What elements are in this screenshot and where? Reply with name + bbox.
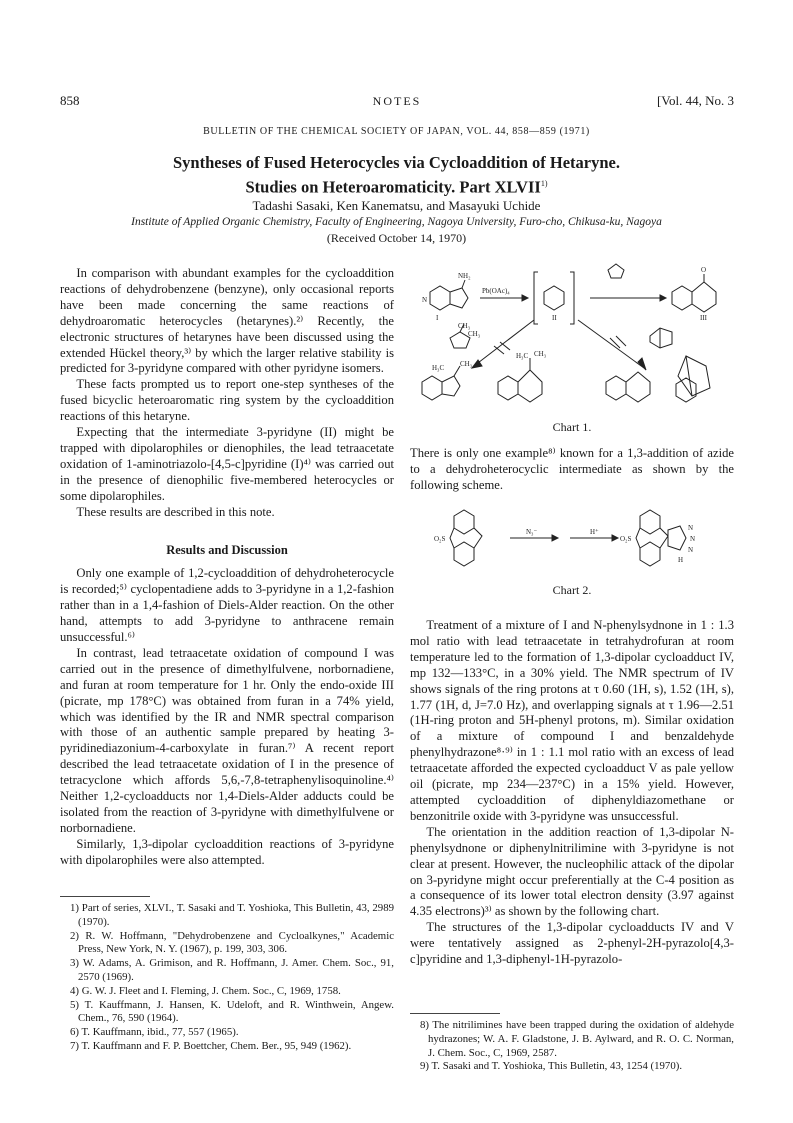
title-footnote-ref: 1) [540,179,548,188]
section-label: NOTES [372,94,422,108]
results-paragraph: Only one example of 1,2-cycloaddition of dehydroheterocycle is recorded;⁵⁾ cyclopentadiene adds to 3-pyridyne in a 1,2-fashion rather than in a 1,4-fashion of Diels-Alder reaction. On the other hand, attempts to add 3-pyridyne to anthracene remain unsuccessful.⁶⁾ [60,566,394,645]
journal-line: BULLETIN OF THE CHEMICAL SOCIETY OF JAPAN, VOL. 44, 858—859 (1971) [203,126,590,137]
label-ch3-b: CH₃ [468,330,481,338]
footnotes-left [60,902,394,1054]
intro-paragraph: Expecting that the intermediate 3-pyridyne (II) might be trapped with dipolarophiles or dienophiles, the lead tetraacetate oxidation of 1-aminotriazolo-[4,5-c]pyridine (I)⁴⁾ was carried out in the presence of dienophilic five-membered heterocycles or some dipolarophiles. [60,425,394,503]
label-n-1: N [688,524,694,532]
compound-iii-pyridine-ring [672,286,692,310]
footnote: 2) R. W. Hoffmann, "Dehydrobenzene and Cycloalkynes," Academic Press, New York, N. Y. (1967), p. 199, 303, 306. [70,929,394,956]
footnote: 8) The nitrilimines have been trapped during the oxidation of aldehyde hydrazones; W. A. F. Gladstone, J. B. Aylward, and R. O. C. Norman, J. Chem. Soc., C, 1969, 2587. [420,1019,734,1059]
label-h3c: H₃C [432,364,445,372]
label-o2s-product: O₂S [620,535,632,543]
running-header [60,93,734,111]
footnote: 4) G. W. J. Fleet and I. Fleming, J. Chem. Soc., C, 1969, 1758. [70,984,341,997]
label-reagent-azide: N₃⁻ [526,528,538,536]
label-oxygen: O [701,266,707,274]
footnote: 9) T. Sasaki and T. Yoshioka, This Bulletin, 43, 1254 (1970). [420,1060,683,1073]
chart-2-caption: Chart 2. [552,583,592,597]
footnote-divider [410,1013,500,1014]
title-line-2: Studies on Heteroaromaticity. Part XLVII$^{1)}$ [245,177,548,197]
label-h: H [678,556,684,564]
label-o2s: O₂S [434,535,446,543]
right-column [410,618,734,968]
footnotes-right [410,1019,734,1074]
compound-i-pyridine-ring [430,286,450,310]
label-nitrogen: N [422,296,428,304]
received-date: (Received October 14, 1970) [326,231,467,245]
footnote: 6) T. Kauffmann, ibid., 77, 557 (1965). [70,1026,239,1039]
label-h3c-2: H₃C [516,352,529,360]
label-compound-i: I [436,314,439,322]
chart-1-scheme [410,258,734,418]
label-compound-iii: III [700,314,707,322]
page-number: 858 [60,93,80,108]
intro-paragraph: These facts prompted us to report one-step syntheses of the fused bicyclic heteroaromatic ring system by the cycloaddition reactions of this hetaryne. [60,377,394,424]
label-ch3-c: CH₃ [460,360,473,368]
title-line-1: Syntheses of Fused Heterocycles via Cycloaddition of Hetaryne. [173,153,620,172]
furan-ring [608,264,624,278]
compound-i-triazole-ring [450,288,468,308]
pyridyne-ring [544,286,564,310]
intro-paragraph: In comparison with abundant examples for the cycloaddition reactions of dehydrobenzene (benzyne), only occasional reports have been made concerning the same reactions of dehydroaromatic heterocycles (hetarynes).²⁾ Recently, the electronic structures of hetarynes have been discussed using the extended Hückel theory,³⁾ by which the larger relative stability is predicted for 3-pyridyne compared with other pyridyne isomers. [60,266,394,376]
label-n-3: N [688,546,694,554]
label-reagent-acid: H⁺ [590,528,599,536]
chart-1-caption: Chart 1. [552,420,592,434]
results-paragraph: In contrast, lead tetraacetate oxidation of compound I was carried out in the presence of dimethylfulvene, norbornadiene, and furan at room temperature for 1 hr. Only the endo-oxide III (picrate, mp 178°C) was obtained from furan in a 74% yield, which was identified by the IR and NMR spectral comparison with those of an authentic sample prepared by heating 3-pyridinediazonium-4-carboxylate in furan.⁷⁾ A recent report described the lead tetraacetate oxidation of I in the presence of tetracyclone which affords 5,6,-7,8-tetraphenylisoquinoline.⁴⁾ Neither 1,2-cycloadducts nor 1,4-Diels-Alder adducts could be isolated from the reaction of 3-pyridyne with dimethylfulvene or norbornadiene. [60,645,394,835]
label-ch3: CH₃ [458,322,471,330]
intro-paragraph: These results are described in this note. [76,504,275,519]
volume-label: [Vol. 44, No. 3 [656,93,734,108]
footnote: 3) W. Adams, A. Grimison, and R. Hoffmann, J. Amer. Chem. Soc., 91, 2570 (1969). [70,957,394,983]
body-paragraph: Treatment of a mixture of I and N-phenylsydnone in 1 : 1.3 mol ratio with lead tetraacetate in tetrahydrofuran at room temperature led to the formation of 1,3-dipolar cycloadduct IV, mp 132—133°C, in a 30% yield. The NMR spectrum of IV shows signals of the ring protons at τ 0.60 (1H, s), 1.52 (1H, s), 1.77 (1H, d, J=7.0 Hz), and overlapping signals at τ 1.96—2.51 (1H-ring proton and 5H-phenyl protons, m). Similar oxidation of a mixture of compound I and benzaldehyde phenylhydrazone⁸·⁹⁾ in 1 : 1.1 mol ratio with an excess of lead tetraacetate afforded the expected cycloadduct V as pale yellow oil (picrate, mp 234—237°C) in a 15% yield. However, attempted cycloaddition of diphenyldiazomethane or benzonitrile oxide with 3-pyridyne was unsuccessful. [410,618,734,823]
label-n-2: N [690,535,696,543]
left-column [60,266,394,869]
fulvene-ring [450,332,470,348]
chart-2-scheme [410,508,734,574]
results-heading: Results and Discussion [166,542,288,557]
footnote: 1) Part of series, XLVI., T. Sasaki and T. Yoshioka, This Bulletin, 43, 2989 (1970). [70,902,394,928]
authors: Tadashi Sasaki, Ken Kanematsu, and Masayuki Uchide [252,198,541,213]
footnote-divider [60,896,150,897]
article-title [0,152,793,198]
label-nh2: NH₂ [458,272,471,280]
affiliation: Institute of Applied Organic Chemistry, Faculty of Engineering, Nagoya University, Furo-cho, Chikusa-ku, Nagoya [131,216,662,228]
right-intro [410,446,734,494]
right-intro-paragraph: There is only one example⁸⁾ known for a 1,3-addition of azide to a dehydroheterocyclic intermediate as shown by the following scheme. [410,446,734,492]
body-paragraph: The orientation in the addition reaction of 1,3-dipolar N-phenylsydnone or diphenylnitrilimine with 3-pyridyne is not clear at present. However, the nucleophilic attack of the dipolar on 3-pyridyne might occur preferentially at the C-4 position as a consequence of its lower total electron density (3.97 against 4.35 electrons)³⁾ as shown by the following chart. [410,824,734,919]
body-paragraph: The structures of the 1,3-dipolar cycloadducts IV and V were tentatively assigned as 2-phenyl-2H-pyrazolo[4,3-c]pyridine and 1,3-diphenyl-1H-pyrazolo- [410,920,734,967]
footnote: 5) T. Kauffmann, J. Hansen, K. Udeloft, and R. Winthwein, Angew. Chem., 76, 590 (1964). [70,998,394,1025]
label-compound-ii: II [552,314,557,322]
label-reagent: Pb(OAc)₄ [482,287,510,295]
footnote: 7) T. Kauffmann and F. P. Boettcher, Chem. Ber., 95, 949 (1962). [70,1039,352,1052]
label-ch3-d: CH₃ [534,350,547,358]
results-paragraph: Similarly, 1,3-dipolar cycloaddition reactions of 3-pyridyne with dipolarophiles were also attempted. [60,836,394,867]
